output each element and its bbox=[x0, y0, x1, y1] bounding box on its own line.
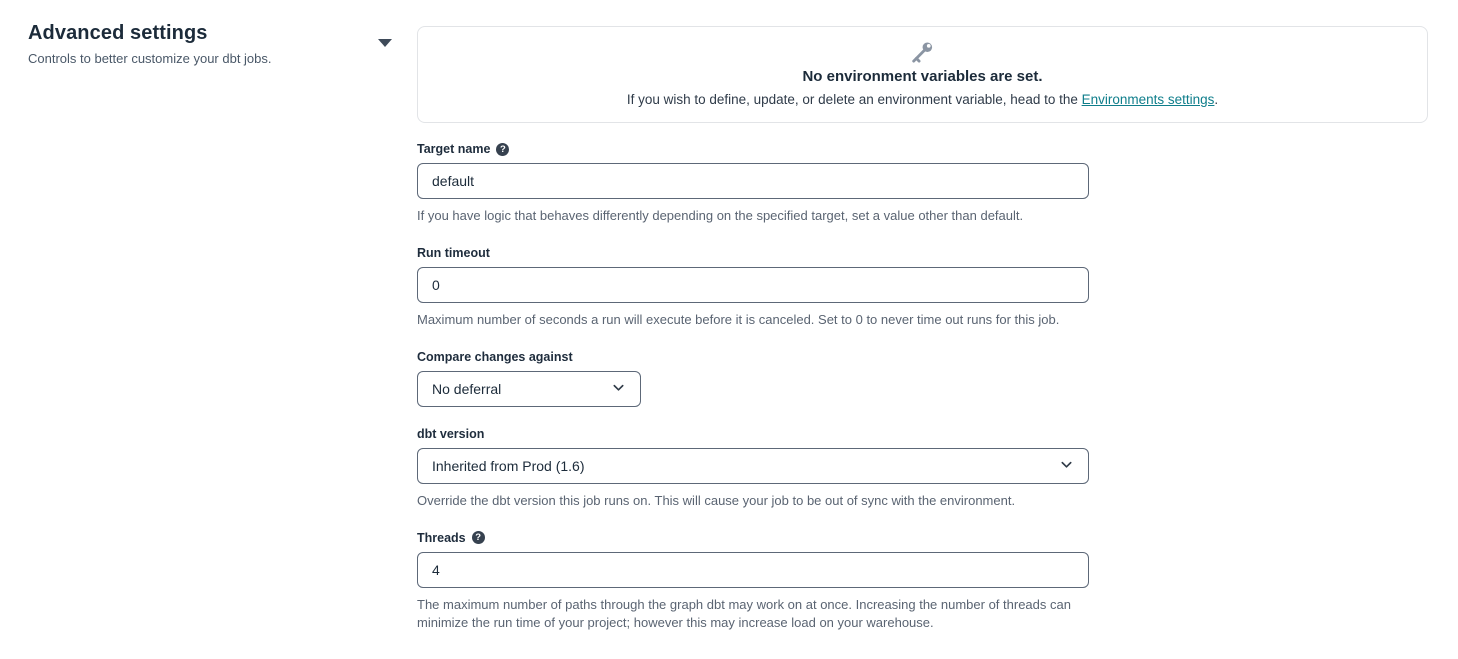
environments-settings-link[interactable]: Environments settings bbox=[1081, 92, 1215, 107]
settings-panel bbox=[417, 22, 1428, 653]
collapse-caret-icon[interactable] bbox=[378, 39, 392, 47]
target-name-input[interactable] bbox=[417, 163, 1089, 199]
section-intro bbox=[28, 22, 392, 66]
env-variables-empty-card bbox=[417, 26, 1428, 123]
page-subtitle: Controls to better customize your dbt jobs. bbox=[28, 51, 272, 66]
target-name-help: If you have logic that behaves differently depending on the specified target, set a value other than default. bbox=[417, 208, 1024, 223]
threads-tooltip-icon[interactable] bbox=[472, 531, 485, 544]
env-card-title: No environment variables are set. bbox=[802, 68, 1043, 85]
threads-input[interactable] bbox=[417, 552, 1089, 588]
field-compare-changes bbox=[417, 350, 1117, 407]
compare-changes-select[interactable] bbox=[417, 371, 641, 407]
advanced-settings-form bbox=[417, 142, 1117, 633]
target-name-tooltip-icon[interactable] bbox=[496, 143, 509, 156]
dbt-version-help: Override the dbt version this job runs on. This will cause your job to be out of sync with the environment. bbox=[417, 492, 1016, 508]
threads-label: Threads bbox=[417, 530, 466, 545]
dbt-version-select[interactable] bbox=[417, 448, 1089, 484]
dbt-version-label: dbt version bbox=[417, 426, 485, 441]
dbt-version-selected-value: Inherited from Prod (1.6) bbox=[432, 457, 585, 474]
compare-changes-label: Compare changes against bbox=[417, 349, 573, 364]
page-title: Advanced settings bbox=[28, 22, 208, 44]
target-name-label: Target name bbox=[417, 142, 491, 156]
run-timeout-help: Maximum number of seconds a run will execute before it is canceled. Set to 0 to never time out runs for this job. bbox=[417, 311, 1060, 327]
compare-changes-selected-value: No deferral bbox=[432, 380, 502, 397]
run-timeout-input[interactable] bbox=[417, 267, 1089, 303]
env-card-message-prefix: If you wish to define, update, or delete an environment variable, head to the bbox=[626, 92, 1082, 107]
chevron-down-icon bbox=[611, 380, 626, 398]
run-timeout-label: Run timeout bbox=[417, 245, 490, 260]
field-dbt-version bbox=[417, 427, 1117, 511]
chevron-down-icon bbox=[1059, 457, 1074, 475]
field-run-timeout bbox=[417, 246, 1117, 330]
threads-help: The maximum number of paths through the graph dbt may work on at once. Increasing the number of threads can minimize the run time of your project; however this may increase load on your warehouse. bbox=[417, 596, 1071, 631]
field-target-name bbox=[417, 142, 1117, 226]
key-icon bbox=[434, 39, 1411, 65]
env-card-message bbox=[434, 92, 1411, 107]
env-card-message-suffix: . bbox=[1214, 92, 1219, 107]
field-threads bbox=[417, 531, 1117, 634]
